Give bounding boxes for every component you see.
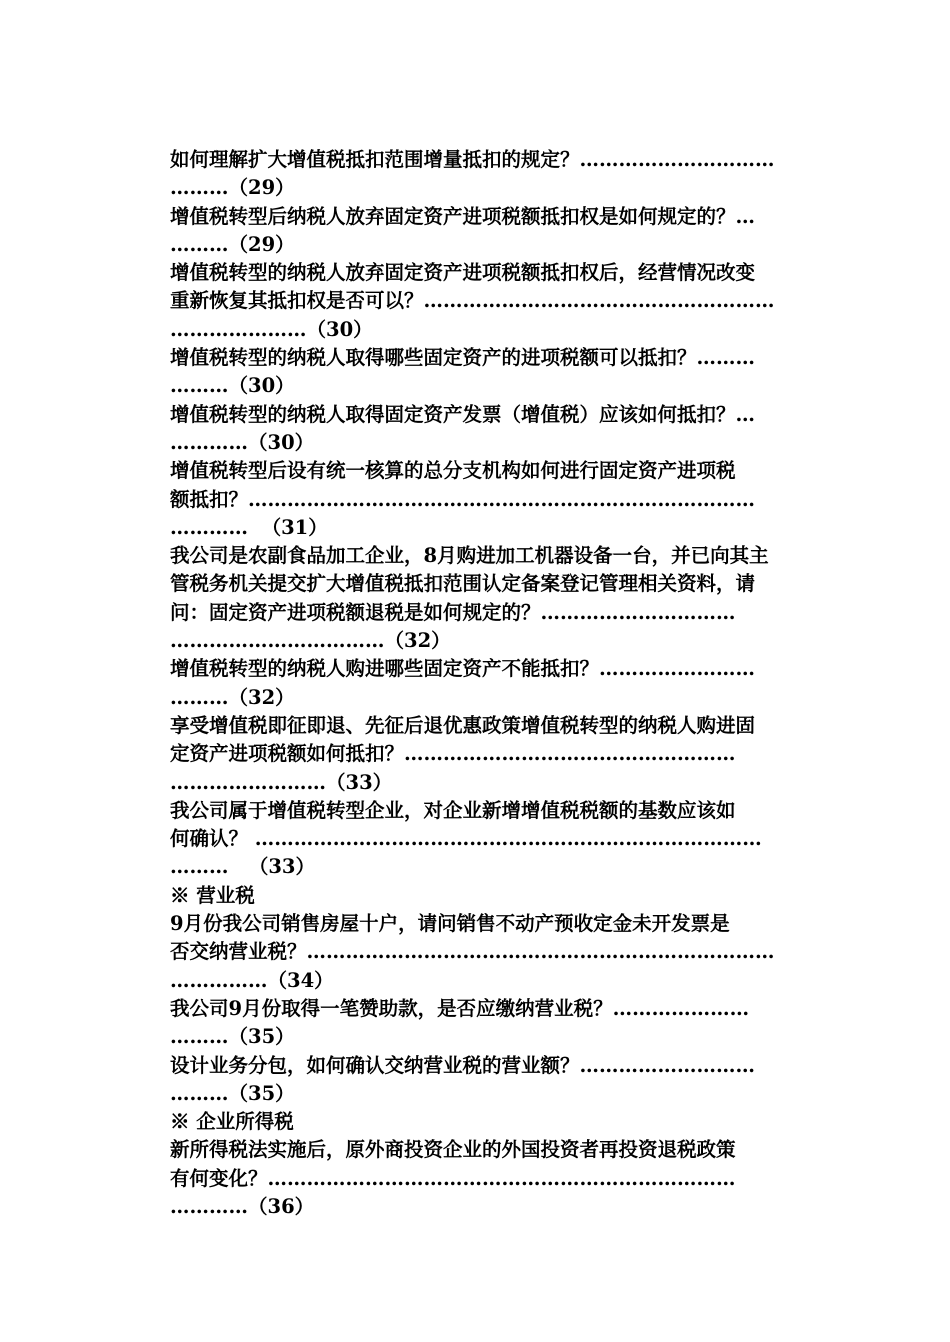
toc-line: 增值税转型的纳税人取得固定资产发票（增值税）应该如何抵扣？… [170, 402, 756, 426]
toc-line: 我公司属于增值税转型企业，对企业新增增值税税额的基数应该如 [170, 798, 736, 822]
toc-line: 管税务机关提交扩大增值税抵扣范围认定备案登记管理相关资料，请 [170, 572, 756, 596]
toc-line: 何确认？ …………………………………………………………………… [170, 827, 762, 851]
toc-page [170, 146, 842, 1221]
toc-line: ……………（34） [170, 968, 334, 992]
toc-line: 有何变化？……………………………………………………………… [170, 1166, 736, 1190]
toc-line: 9月份我公司销售房屋十户，请问销售不动产预收定金未开发票是 [170, 912, 730, 936]
toc-line: 设计业务分包，如何确认交纳营业税的营业额？……………………… [170, 1053, 756, 1077]
toc-line: 如何理解扩大增值税抵扣范围增量抵扣的规定？………………………… [170, 148, 775, 171]
toc-line: ………（29） [170, 176, 295, 200]
toc-line: ……………………………（32） [170, 629, 451, 653]
toc-line: ………（32） [170, 685, 295, 709]
toc-line: 否交纳营业税？……………………………………………………………… [170, 940, 775, 964]
section-heading: ※ 企业所得税 [170, 1110, 294, 1134]
toc-line: 增值税转型的纳税人取得哪些固定资产的进项税额可以抵扣？……… [170, 346, 756, 370]
toc-line: 新所得税法实施后，原外商投资企业的外国投资者再投资退税政策 [170, 1138, 736, 1162]
toc-line: 增值税转型后纳税人放弃固定资产进项税额抵扣权是如何规定的？… [170, 204, 756, 228]
toc-line: 增值税转型的纳税人放弃固定资产进项税额抵扣权后，经营情况改变 [170, 261, 756, 285]
toc-line: …………………（30） [170, 317, 373, 341]
toc-line: ……………………（33） [170, 770, 393, 794]
toc-line: 重新恢复其抵扣权是否可以？……………………………………………… [170, 289, 775, 313]
section-heading: ※ 营业税 [170, 883, 255, 907]
toc-line: 增值税转型后设有统一核算的总分支机构如何进行固定资产进项税 [170, 459, 736, 483]
toc-line: 我公司是农副食品加工企业，8月购进加工机器设备一台，并已向其主 [170, 544, 769, 568]
toc-line: 享受增值税即征即退、先征后退优惠政策增值税转型的纳税人购进固 [170, 713, 756, 737]
toc-line: 增值税转型的纳税人购进哪些固定资产不能抵扣？…………………… [170, 657, 756, 681]
toc-line: 定资产进项税额如何抵扣？…………………………………………… [170, 742, 736, 766]
toc-line: ……… （33） [170, 855, 316, 879]
toc-line: ………… （31） [170, 515, 328, 539]
toc-line: ………（30） [170, 374, 295, 398]
toc-line: ………（35） [170, 1025, 295, 1049]
toc-line: ………（29） [170, 232, 295, 256]
toc-line: 额抵扣？…………………………………………………………………… [170, 487, 756, 511]
toc-line: …………（36） [170, 1194, 315, 1218]
toc-line: …………（30） [170, 430, 315, 454]
toc-line: 问：固定资产进项税额退税是如何规定的？………………………… [170, 600, 736, 624]
toc-line: ………（35） [170, 1081, 295, 1105]
toc-line: 我公司9月份取得一笔赞助款，是否应缴纳营业税？………………… [170, 996, 750, 1020]
